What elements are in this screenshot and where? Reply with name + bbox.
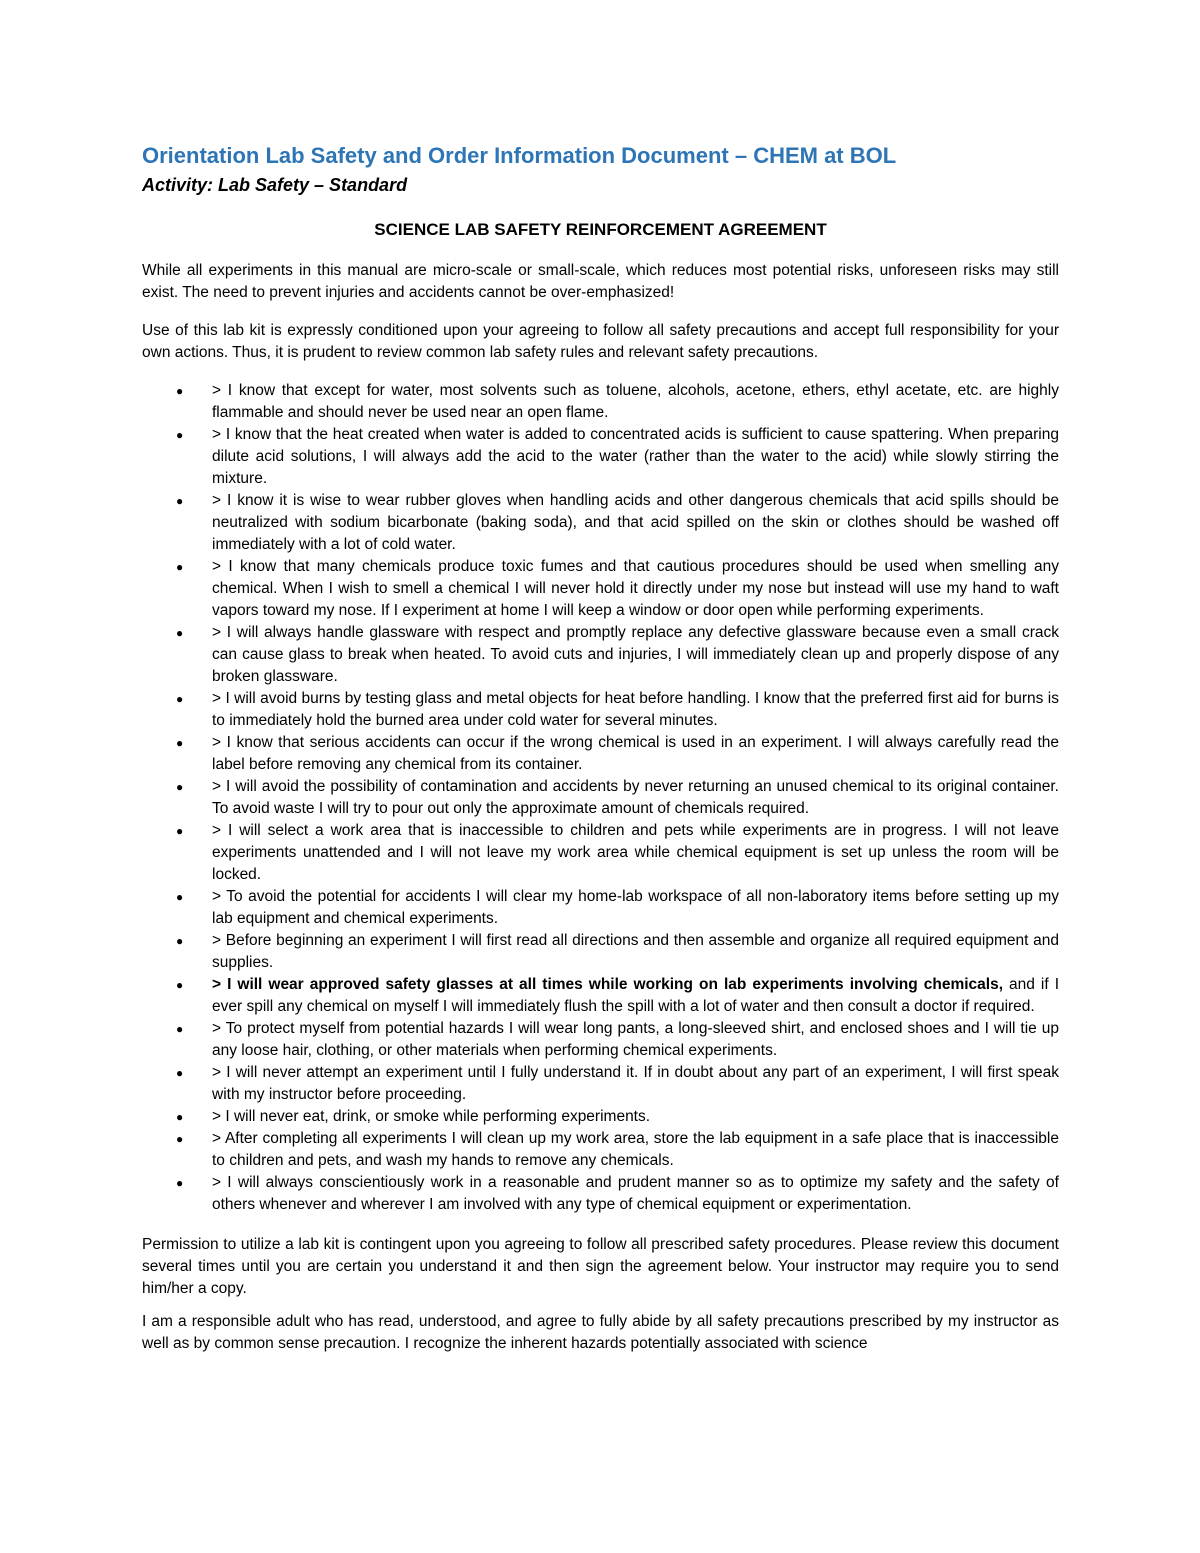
bullet-icon: ●: [176, 384, 184, 398]
bullet-icon: ●: [176, 978, 184, 992]
bullet-icon: ●: [176, 780, 184, 794]
document-title: Orientation Lab Safety and Order Information Document – CHEM at BOL: [142, 143, 897, 168]
rule-text: > I know that serious accidents can occur if the wrong chemical is used in an experiment. I will always carefully read the label before removing any chemical from its container.: [212, 734, 1059, 773]
list-item: [142, 622, 1059, 688]
rule-text: > I know that many chemicals produce toxic fumes and that cautious procedures should be used when smelling any chemical. When I wish to smell a chemical I will never hold it directly under my nose but instead will use my hand to waft vapors toward my nose. If I experiment at home I will keep a window or door open while performing experiments.: [212, 558, 1059, 619]
intro-paragraph-1: While all experiments in this manual are micro-scale or small-scale, which reduces most potential risks, unforeseen risks may still exist. The need to prevent injuries and accidents cannot be over-emphasized!: [142, 262, 1059, 301]
list-item: [142, 732, 1059, 776]
rule-text: > I will avoid burns by testing glass and metal objects for heat before handling. I know that the preferred first aid for burns is to immediately hold the burned area under cold water for several minutes.: [212, 690, 1059, 729]
list-item: [142, 1106, 1059, 1128]
rule-text: > I will select a work area that is inaccessible to children and pets while experiments are in progress. I will not leave experiments unattended and I will not leave my work area while chemical equipment is set up unless the room will be locked.: [212, 822, 1059, 883]
bullet-icon: ●: [176, 626, 184, 640]
bullet-icon: ●: [176, 494, 184, 508]
closing-paragraph-2: I am a responsible adult who has read, understood, and agree to fully abide by all safety precautions prescribed by my instructor as well as by common sense precaution. I recognize the inherent hazards potentially associated with science: [142, 1313, 1059, 1352]
rule-text: > I know that the heat created when water is added to concentrated acids is sufficient to cause spattering. When preparing dilute acid solutions, I will always add the acid to the water (rather than the water to the acid) while slowly stirring the mixture.: [212, 426, 1059, 487]
rule-text: > I know it is wise to wear rubber gloves when handling acids and other dangerous chemicals that acid spills should be neutralized with sodium bicarbonate (baking soda), and that acid spilled on the skin or clothes should be washed off immediately with a lot of cold water.: [212, 492, 1059, 553]
rule-text: > Before beginning an experiment I will first read all directions and then assemble and organize all required equipment and supplies.: [212, 932, 1059, 971]
bullet-icon: ●: [176, 1066, 184, 1080]
list-item: [142, 886, 1059, 930]
document-content: [142, 142, 1059, 1355]
bullet-icon: ●: [176, 1176, 184, 1190]
list-item: [142, 1018, 1059, 1062]
list-item: [142, 688, 1059, 732]
list-item: [142, 974, 1059, 1018]
list-item: [142, 424, 1059, 490]
list-item: [142, 1062, 1059, 1106]
rule-text: > To avoid the potential for accidents I will clear my home-lab workspace of all non-laboratory items before setting up my lab equipment and chemical experiments.: [212, 888, 1059, 927]
bullet-icon: ●: [176, 1022, 184, 1036]
safety-rules-list: [142, 380, 1059, 1216]
bullet-icon: ●: [176, 1132, 184, 1146]
rule-text: > I will always conscientiously work in a reasonable and prudent manner so as to optimize my safety and the safety of others whenever and wherever I am involved with any type of chemical equipment or experimentation.: [212, 1174, 1059, 1213]
rule-text: > After completing all experiments I will clean up my work area, store the lab equipment in a safe place that is inaccessible to children and pets, and wash my hands to remove any chemicals.: [212, 1130, 1059, 1169]
rule-text: > I will never attempt an experiment until I fully understand it. If in doubt about any part of an experiment, I will first speak with my instructor before proceeding.: [212, 1064, 1059, 1103]
rule-text: > I will never eat, drink, or smoke while performing experiments.: [212, 1108, 651, 1125]
bullet-icon: ●: [176, 692, 184, 706]
bullet-icon: ●: [176, 934, 184, 948]
list-item: [142, 380, 1059, 424]
bullet-icon: ●: [176, 428, 184, 442]
agreement-heading: SCIENCE LAB SAFETY REINFORCEMENT AGREEMENT: [374, 220, 827, 239]
rule-text-continuation: and if I ever spill any chemical on myself I will immediately flush the spill with a lot of water and then consult a doctor if required.: [212, 976, 1059, 1015]
rule-text: > I know that except for water, most solvents such as toluene, alcohols, acetone, ethers, ethyl acetate, etc. are highly flammable and should never be used near an open flame.: [212, 382, 1059, 421]
list-item: [142, 820, 1059, 886]
rule-text: > I will always handle glassware with respect and promptly replace any defective glassware because even a small crack can cause glass to break when heated. To avoid cuts and injuries, I will immediately clean up and properly dispose of any broken glassware.: [212, 624, 1059, 685]
list-item: [142, 1172, 1059, 1216]
bullet-icon: ●: [176, 890, 184, 904]
list-item: [142, 1128, 1059, 1172]
list-item: [142, 556, 1059, 622]
rule-text: > To protect myself from potential hazards I will wear long pants, a long-sleeved shirt, and enclosed shoes and I will tie up any loose hair, clothing, or other materials when performing chemical experiments.: [212, 1020, 1059, 1059]
list-item: [142, 490, 1059, 556]
list-item: [142, 776, 1059, 820]
closing-paragraph-1: Permission to utilize a lab kit is contingent upon you agreeing to follow all prescribed safety procedures. Please review this document several times until you are certain you understand it and then sign the agreement below. Your instructor may require you to send him/her a copy.: [142, 1236, 1059, 1297]
activity-subtitle: Activity: Lab Safety – Standard: [142, 175, 408, 195]
rule-text: > I will avoid the possibility of contamination and accidents by never returning an unused chemical to its original container. To avoid waste I will try to pour out only the approximate amount of chemicals required.: [212, 778, 1059, 817]
list-item: [142, 930, 1059, 974]
bullet-icon: ●: [176, 560, 184, 574]
bullet-icon: ●: [176, 1110, 184, 1124]
rule-text-bold: > I will wear approved safety glasses at all times while working on lab experiments involving chemicals,: [212, 976, 1004, 993]
bullet-icon: ●: [176, 736, 184, 750]
bullet-icon: ●: [176, 824, 184, 838]
intro-paragraph-2: Use of this lab kit is expressly conditioned upon your agreeing to follow all safety precautions and accept full responsibility for your own actions. Thus, it is prudent to review common lab safety rules and relevant safety precautions.: [142, 322, 1059, 361]
